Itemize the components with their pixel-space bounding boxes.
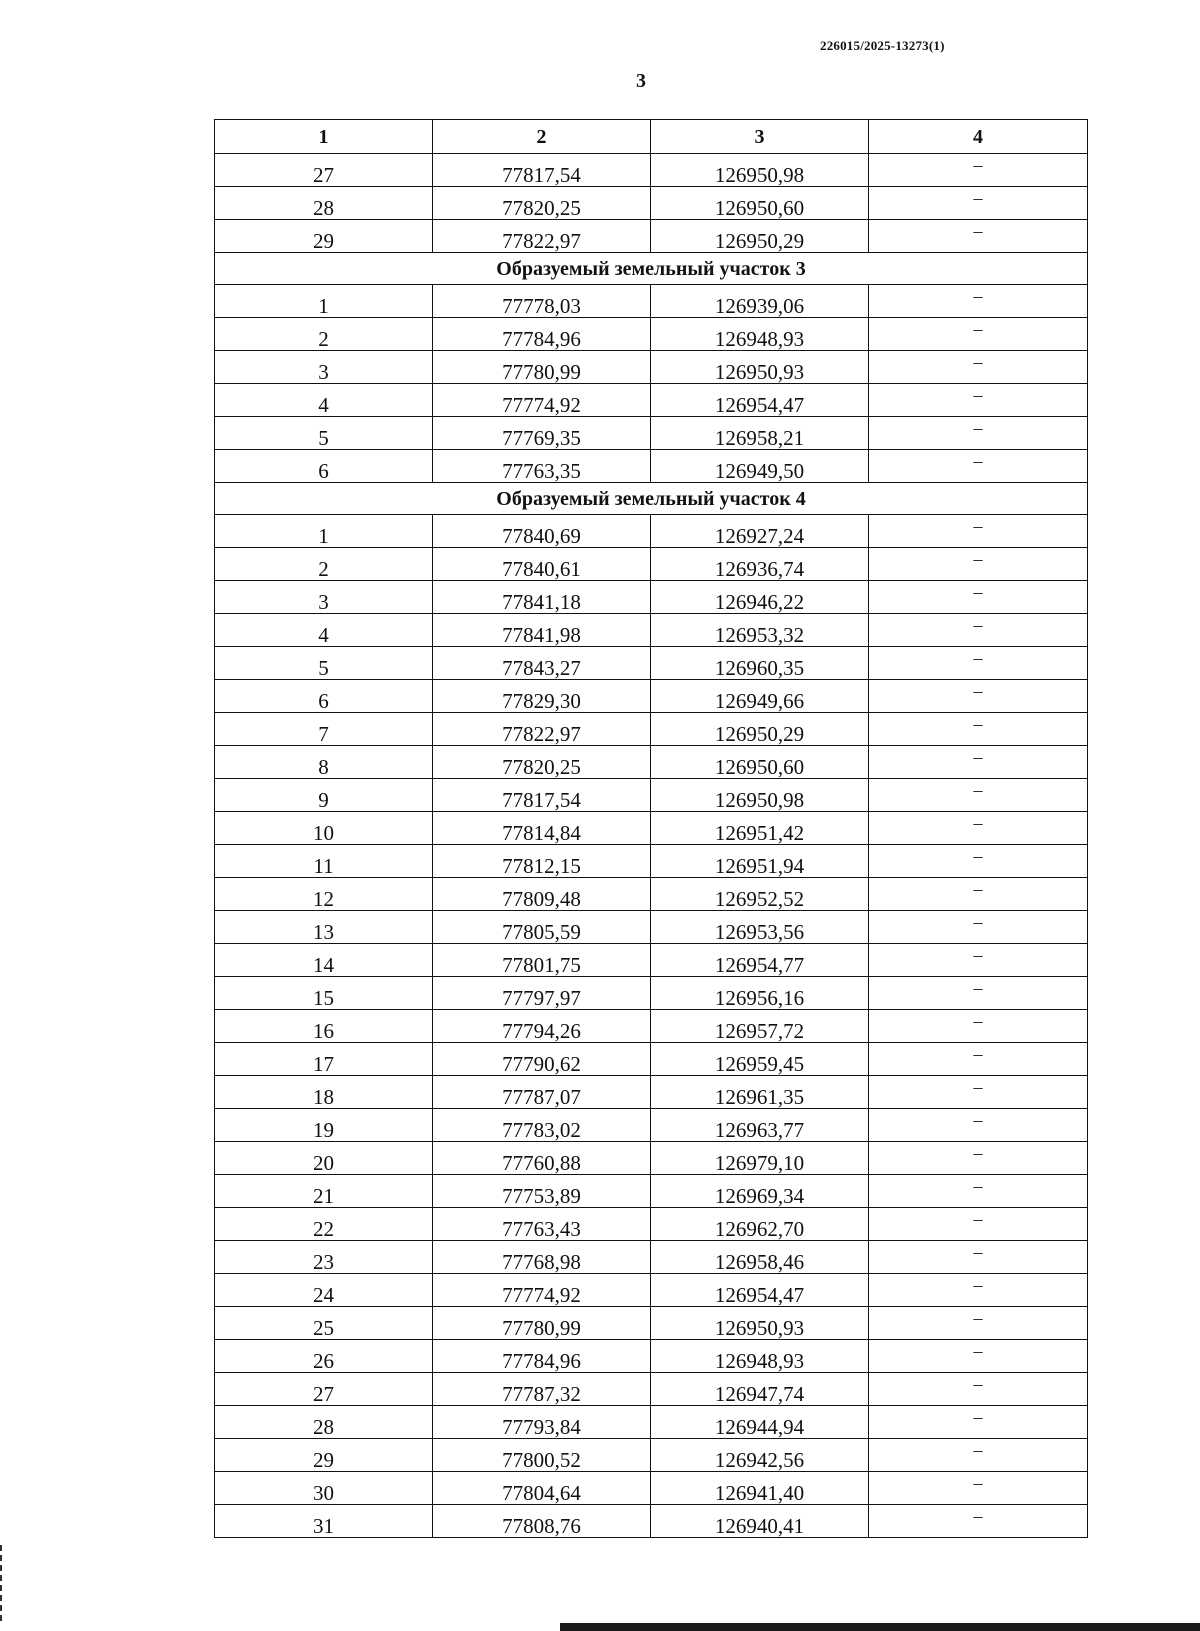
note-cell: – [869, 1439, 1088, 1472]
note-cell: – [869, 285, 1088, 318]
column-header-2: 2 [433, 120, 651, 154]
y-coordinate-cell: 126954,47 [651, 384, 869, 417]
y-coordinate-cell: 126950,93 [651, 1307, 869, 1340]
y-coordinate-cell: 126950,60 [651, 187, 869, 220]
table-row [215, 878, 1088, 911]
point-number-cell: 22 [215, 1208, 433, 1241]
y-coordinate-cell: 126953,56 [651, 911, 869, 944]
y-coordinate-cell: 126950,60 [651, 746, 869, 779]
note-cell: – [869, 1241, 1088, 1274]
point-number-cell: 5 [215, 647, 433, 680]
point-number-cell: 13 [215, 911, 433, 944]
table-row [215, 581, 1088, 614]
x-coordinate-cell: 77778,03 [433, 285, 651, 318]
point-number-cell: 29 [215, 1439, 433, 1472]
point-number-cell: 3 [215, 581, 433, 614]
table-row [215, 680, 1088, 713]
x-coordinate-cell: 77753,89 [433, 1175, 651, 1208]
note-cell: – [869, 746, 1088, 779]
table-row [215, 1109, 1088, 1142]
table-row [215, 1340, 1088, 1373]
table-row [215, 1274, 1088, 1307]
x-coordinate-cell: 77769,35 [433, 417, 651, 450]
note-cell: – [869, 450, 1088, 483]
point-number-cell: 27 [215, 1373, 433, 1406]
table-row [215, 1010, 1088, 1043]
point-number-cell: 30 [215, 1472, 433, 1505]
table-row [215, 318, 1088, 351]
x-coordinate-cell: 77817,54 [433, 779, 651, 812]
table-row [215, 384, 1088, 417]
column-header-4: 4 [869, 120, 1088, 154]
x-coordinate-cell: 77787,32 [433, 1373, 651, 1406]
y-coordinate-cell: 126948,93 [651, 318, 869, 351]
y-coordinate-cell: 126949,66 [651, 680, 869, 713]
point-number-cell: 15 [215, 977, 433, 1010]
x-coordinate-cell: 77841,98 [433, 614, 651, 647]
y-coordinate-cell: 126958,46 [651, 1241, 869, 1274]
x-coordinate-cell: 77808,76 [433, 1505, 651, 1538]
x-coordinate-cell: 77841,18 [433, 581, 651, 614]
table-row [215, 187, 1088, 220]
point-number-cell: 14 [215, 944, 433, 977]
point-number-cell: 12 [215, 878, 433, 911]
point-number-cell: 10 [215, 812, 433, 845]
y-coordinate-cell: 126952,52 [651, 878, 869, 911]
point-number-cell: 11 [215, 845, 433, 878]
y-coordinate-cell: 126957,72 [651, 1010, 869, 1043]
y-coordinate-cell: 126951,42 [651, 812, 869, 845]
scan-edge-marks [0, 1545, 5, 1631]
note-cell: – [869, 647, 1088, 680]
table-row [215, 1505, 1088, 1538]
y-coordinate-cell: 126941,40 [651, 1472, 869, 1505]
x-coordinate-cell: 77763,43 [433, 1208, 651, 1241]
x-coordinate-cell: 77790,62 [433, 1043, 651, 1076]
y-coordinate-cell: 126950,98 [651, 779, 869, 812]
y-coordinate-cell: 126979,10 [651, 1142, 869, 1175]
note-cell: – [869, 1208, 1088, 1241]
y-coordinate-cell: 126951,94 [651, 845, 869, 878]
table-row [215, 779, 1088, 812]
table-row [215, 1076, 1088, 1109]
note-cell: – [869, 812, 1088, 845]
y-coordinate-cell: 126950,29 [651, 713, 869, 746]
note-cell: – [869, 680, 1088, 713]
x-coordinate-cell: 77780,99 [433, 1307, 651, 1340]
note-cell: – [869, 1307, 1088, 1340]
y-coordinate-cell: 126950,93 [651, 351, 869, 384]
x-coordinate-cell: 77812,15 [433, 845, 651, 878]
table-row [215, 647, 1088, 680]
point-number-cell: 1 [215, 515, 433, 548]
y-coordinate-cell: 126949,50 [651, 450, 869, 483]
note-cell: – [869, 1010, 1088, 1043]
point-number-cell: 27 [215, 154, 433, 187]
x-coordinate-cell: 77801,75 [433, 944, 651, 977]
table-row [215, 944, 1088, 977]
note-cell: – [869, 878, 1088, 911]
coordinates-table-body [215, 120, 1088, 1538]
table-row [215, 746, 1088, 779]
document-id: 226015/2025-13273(1) [820, 38, 945, 53]
note-cell: – [869, 548, 1088, 581]
point-number-cell: 4 [215, 384, 433, 417]
point-number-cell: 26 [215, 1340, 433, 1373]
note-cell: – [869, 713, 1088, 746]
y-coordinate-cell: 126954,47 [651, 1274, 869, 1307]
note-cell: – [869, 417, 1088, 450]
x-coordinate-cell: 77760,88 [433, 1142, 651, 1175]
y-coordinate-cell: 126953,32 [651, 614, 869, 647]
point-number-cell: 28 [215, 187, 433, 220]
table-row [215, 1472, 1088, 1505]
table-row [215, 845, 1088, 878]
note-cell: – [869, 351, 1088, 384]
point-number-cell: 7 [215, 713, 433, 746]
y-coordinate-cell: 126944,94 [651, 1406, 869, 1439]
table-row [215, 154, 1088, 187]
note-cell: – [869, 1340, 1088, 1373]
note-cell: – [869, 1373, 1088, 1406]
table-row [215, 285, 1088, 318]
point-number-cell: 5 [215, 417, 433, 450]
note-cell: – [869, 384, 1088, 417]
point-number-cell: 1 [215, 285, 433, 318]
note-cell: – [869, 1406, 1088, 1439]
section-header-row-3 [215, 253, 1088, 285]
point-number-cell: 21 [215, 1175, 433, 1208]
x-coordinate-cell: 77804,64 [433, 1472, 651, 1505]
x-coordinate-cell: 77774,92 [433, 1274, 651, 1307]
table-row [215, 1208, 1088, 1241]
table-row [215, 1241, 1088, 1274]
section-header-row-4 [215, 483, 1088, 515]
section-title: Образуемый земельный участок 3 [215, 253, 1088, 285]
x-coordinate-cell: 77768,98 [433, 1241, 651, 1274]
note-cell: – [869, 977, 1088, 1010]
column-header-1: 1 [215, 120, 433, 154]
y-coordinate-cell: 126950,29 [651, 220, 869, 253]
x-coordinate-cell: 77794,26 [433, 1010, 651, 1043]
point-number-cell: 20 [215, 1142, 433, 1175]
x-coordinate-cell: 77800,52 [433, 1439, 651, 1472]
table-row [215, 911, 1088, 944]
table-row [215, 1043, 1088, 1076]
x-coordinate-cell: 77793,84 [433, 1406, 651, 1439]
point-number-cell: 2 [215, 548, 433, 581]
x-coordinate-cell: 77843,27 [433, 647, 651, 680]
point-number-cell: 29 [215, 220, 433, 253]
note-cell: – [869, 515, 1088, 548]
point-number-cell: 24 [215, 1274, 433, 1307]
table-row [215, 220, 1088, 253]
x-coordinate-cell: 77817,54 [433, 154, 651, 187]
point-number-cell: 23 [215, 1241, 433, 1274]
note-cell: – [869, 1109, 1088, 1142]
x-coordinate-cell: 77822,97 [433, 713, 651, 746]
table-row [215, 713, 1088, 746]
x-coordinate-cell: 77840,69 [433, 515, 651, 548]
y-coordinate-cell: 126936,74 [651, 548, 869, 581]
table-row [215, 417, 1088, 450]
point-number-cell: 19 [215, 1109, 433, 1142]
x-coordinate-cell: 77814,84 [433, 812, 651, 845]
table-row [215, 977, 1088, 1010]
point-number-cell: 8 [215, 746, 433, 779]
y-coordinate-cell: 126962,70 [651, 1208, 869, 1241]
point-number-cell: 3 [215, 351, 433, 384]
table-row [215, 1406, 1088, 1439]
section-title: Образуемый земельный участок 4 [215, 483, 1088, 515]
y-coordinate-cell: 126950,98 [651, 154, 869, 187]
table-row [215, 515, 1088, 548]
table-row [215, 1307, 1088, 1340]
y-coordinate-cell: 126954,77 [651, 944, 869, 977]
x-coordinate-cell: 77809,48 [433, 878, 651, 911]
x-coordinate-cell: 77797,97 [433, 977, 651, 1010]
x-coordinate-cell: 77780,99 [433, 351, 651, 384]
x-coordinate-cell: 77763,35 [433, 450, 651, 483]
coordinates-table [214, 119, 1088, 1538]
y-coordinate-cell: 126946,22 [651, 581, 869, 614]
y-coordinate-cell: 126961,35 [651, 1076, 869, 1109]
table-row [215, 1439, 1088, 1472]
point-number-cell: 16 [215, 1010, 433, 1043]
table-row [215, 1175, 1088, 1208]
table-row [215, 351, 1088, 384]
x-coordinate-cell: 77840,61 [433, 548, 651, 581]
note-cell: – [869, 911, 1088, 944]
point-number-cell: 28 [215, 1406, 433, 1439]
table-row [215, 1373, 1088, 1406]
note-cell: – [869, 614, 1088, 647]
note-cell: – [869, 1142, 1088, 1175]
y-coordinate-cell: 126963,77 [651, 1109, 869, 1142]
table-row [215, 548, 1088, 581]
note-cell: – [869, 187, 1088, 220]
x-coordinate-cell: 77822,97 [433, 220, 651, 253]
scan-bottom-edge [0, 1623, 1200, 1631]
table-row [215, 450, 1088, 483]
point-number-cell: 2 [215, 318, 433, 351]
table-row [215, 1142, 1088, 1175]
note-cell: – [869, 1505, 1088, 1538]
y-coordinate-cell: 126969,34 [651, 1175, 869, 1208]
note-cell: – [869, 1175, 1088, 1208]
note-cell: – [869, 220, 1088, 253]
note-cell: – [869, 944, 1088, 977]
x-coordinate-cell: 77829,30 [433, 680, 651, 713]
note-cell: – [869, 1076, 1088, 1109]
y-coordinate-cell: 126960,35 [651, 647, 869, 680]
x-coordinate-cell: 77787,07 [433, 1076, 651, 1109]
x-coordinate-cell: 77820,25 [433, 746, 651, 779]
column-header-3: 3 [651, 120, 869, 154]
point-number-cell: 18 [215, 1076, 433, 1109]
note-cell: – [869, 845, 1088, 878]
y-coordinate-cell: 126948,93 [651, 1340, 869, 1373]
x-coordinate-cell: 77820,25 [433, 187, 651, 220]
x-coordinate-cell: 77805,59 [433, 911, 651, 944]
y-coordinate-cell: 126947,74 [651, 1373, 869, 1406]
point-number-cell: 31 [215, 1505, 433, 1538]
y-coordinate-cell: 126940,41 [651, 1505, 869, 1538]
point-number-cell: 9 [215, 779, 433, 812]
point-number-cell: 25 [215, 1307, 433, 1340]
y-coordinate-cell: 126942,56 [651, 1439, 869, 1472]
note-cell: – [869, 581, 1088, 614]
point-number-cell: 6 [215, 680, 433, 713]
point-number-cell: 4 [215, 614, 433, 647]
y-coordinate-cell: 126956,16 [651, 977, 869, 1010]
note-cell: – [869, 318, 1088, 351]
y-coordinate-cell: 126958,21 [651, 417, 869, 450]
page-number: 3 [636, 70, 646, 92]
note-cell: – [869, 1043, 1088, 1076]
y-coordinate-cell: 126959,45 [651, 1043, 869, 1076]
point-number-cell: 6 [215, 450, 433, 483]
note-cell: – [869, 779, 1088, 812]
note-cell: – [869, 1274, 1088, 1307]
table-header-row [215, 120, 1088, 154]
x-coordinate-cell: 77774,92 [433, 384, 651, 417]
table-row [215, 614, 1088, 647]
y-coordinate-cell: 126939,06 [651, 285, 869, 318]
point-number-cell: 17 [215, 1043, 433, 1076]
x-coordinate-cell: 77783,02 [433, 1109, 651, 1142]
x-coordinate-cell: 77784,96 [433, 318, 651, 351]
note-cell: – [869, 154, 1088, 187]
x-coordinate-cell: 77784,96 [433, 1340, 651, 1373]
table-row [215, 812, 1088, 845]
note-cell: – [869, 1472, 1088, 1505]
y-coordinate-cell: 126927,24 [651, 515, 869, 548]
